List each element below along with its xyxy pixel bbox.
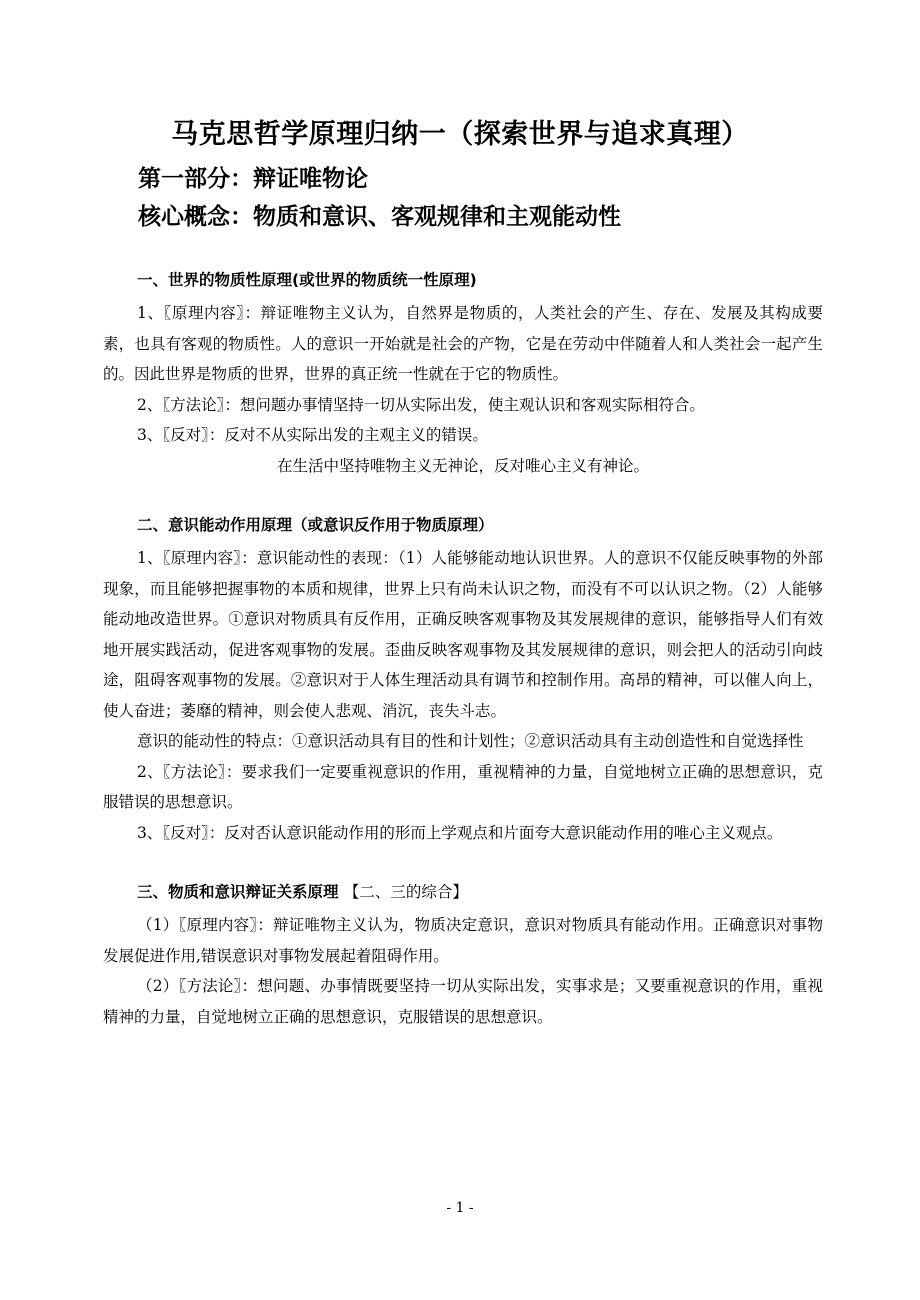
paragraph: 2、〖方法论〗：要求我们一定要重视意识的作用，重视精神的力量，自觉地树立正确的思想意识，克服错误的思想意识。	[103, 762, 823, 811]
part-heading: 第一部分：辩证唯物论	[138, 166, 368, 192]
document-body	[103, 266, 823, 1032]
paragraph: 2、〖方法论〗：想问题办事情坚持一切从实际出发，使主观认识和客观实际相符合。	[137, 395, 705, 414]
paragraph: （1）〖原理内容〗：辩证唯物主义认为，物质决定意识，意识对物质具有能动作用。正确意识对事物发展促进作用,错误意识对事物发展起着阻碍作用。	[103, 916, 823, 965]
paragraph: 3、〖反对〗：反对不从实际出发的主观主义的错误。	[137, 426, 488, 444]
paragraph: 3、〖反对〗：反对否认意识能动作用的形而上学观点和片面夸大意识能动作用的唯心主义观点。	[137, 823, 783, 842]
page-number: - 1 -	[446, 1200, 474, 1216]
document-title: 马克思哲学原理归纳一（探索世界与追求真理）	[171, 119, 749, 150]
section-heading: 一、世界的物质性原理(或世界的物质统一性原理)	[137, 271, 477, 289]
section-heading-note: 【二、三的综合】	[343, 883, 468, 901]
section-heading-text: 三、物质和意识辩证关系原理	[137, 883, 339, 901]
section-heading	[137, 878, 823, 906]
paragraph: 1、〖原理内容〗：意识能动性的表现：（1）人能够能动地认识世界。人的意识不仅能反映事物的外部现象，而且能够把握事物的本质和规律，世界上只有尚未认识之物，而没有不可以认识之物。（2）人能够能动地改造世界。①意识对物质具有反作用，正确反映客观事物及其发展规律的意识，能够指导人们有效地开展实践活动，促进客观事物的发展。歪曲反映客观事物及其发展规律的意识，则会把人的活动引向歧途，阻碍客观事物的发展。②意识对于人体生理活动具有调节和控制作用。高昂的精神，可以催人向上，使人奋进；萎靡的精神，则会使人悲观、消沉，丧失斗志。	[103, 549, 823, 720]
section-heading: 二、意识能动作用原理（或意识反作用于物质原理）	[137, 516, 494, 534]
core-concept-heading: 核心概念：物质和意识、客观规律和主观能动性	[138, 204, 621, 230]
paragraph: 在生活中坚持唯物主义无神论，反对唯心主义有神论。	[276, 456, 649, 475]
paragraph: （2）〖方法论〗：想问题、办事情既要坚持一切从实际出发，实事求是；又要重视意识的作用，重视精神的力量，自觉地树立正确的思想意识，克服错误的思想意识。	[103, 977, 823, 1026]
paragraph: 意识的能动性的特点：①意识活动具有目的性和计划性；②意识活动具有主动创造性和自觉选择性	[137, 732, 804, 750]
paragraph: 1、〖原理内容〗：辩证唯物主义认为，自然界是物质的，人类社会的产生、存在、发展及其构成要素，也具有客观的物质性。人的意识一开始就是社会的产物，它是在劳动中伴随着人和人类社会一起产生的。因此世界是物质的世界，世界的真正统一性就在于它的物质性。	[103, 304, 823, 383]
